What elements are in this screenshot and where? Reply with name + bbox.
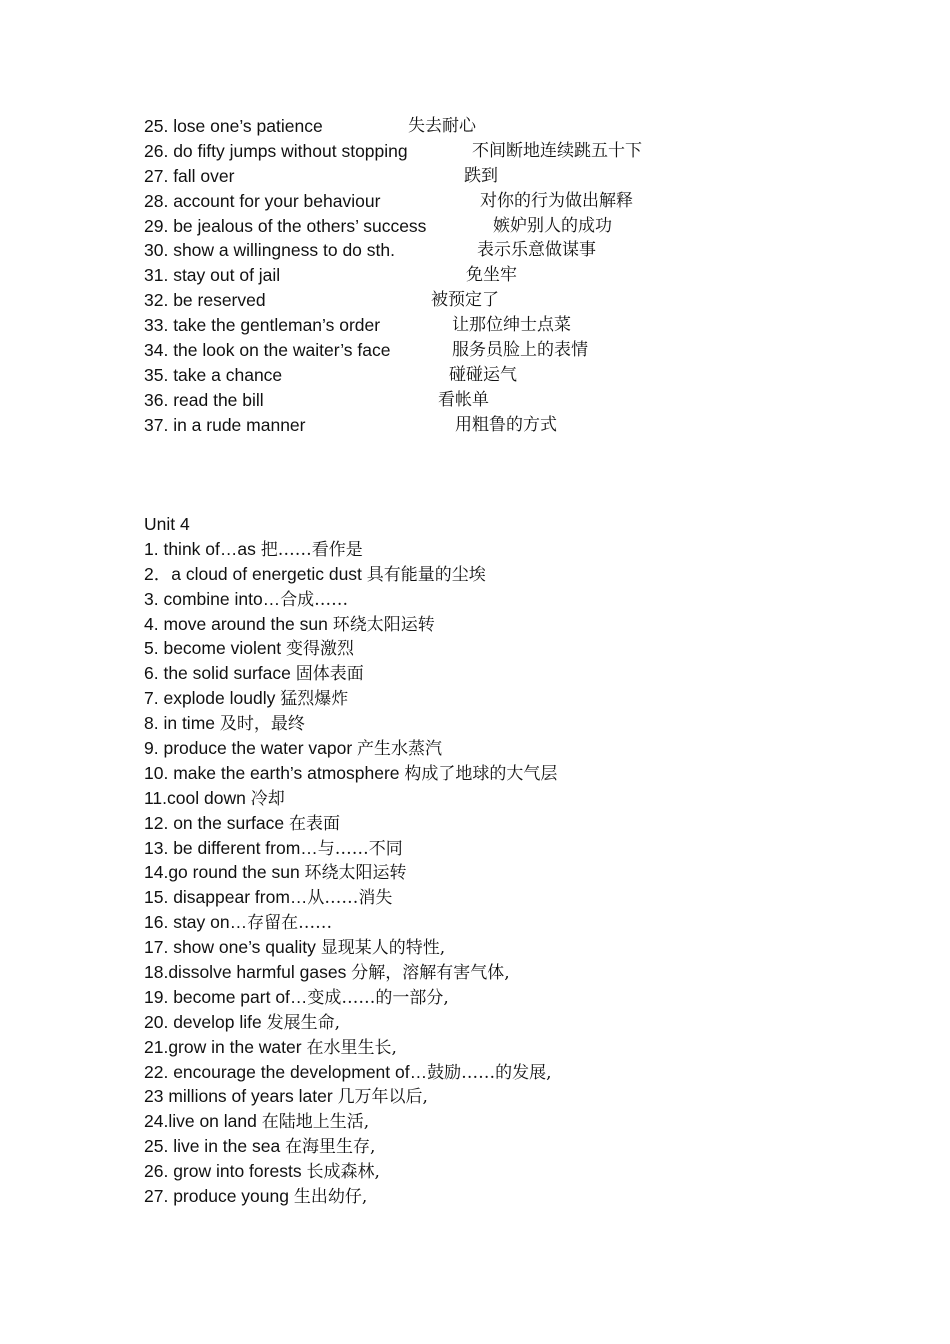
list-item	[144, 313, 571, 338]
english-phrase: 15. disappear from…	[144, 887, 308, 908]
chinese-translation: 环绕太阳运转	[304, 863, 407, 884]
list-item	[144, 686, 557, 711]
english-phrase: 1. think of…as	[144, 538, 261, 559]
english-phrase: 27. fall over	[144, 165, 235, 186]
chinese-translation: 长成森林,	[306, 1162, 380, 1183]
chinese-translation: 免坐牢	[466, 265, 517, 286]
chinese-translation: 鼓励……的发展,	[427, 1062, 552, 1083]
english-phrase: 10. make the earth’s atmosphere	[144, 762, 405, 783]
unit4-phrase-list	[144, 512, 557, 1209]
english-phrase: 30. show a willingness to do sth.	[144, 240, 395, 261]
list-item	[144, 537, 557, 562]
list-item	[144, 338, 588, 363]
english-phrase: 11.cool down	[144, 787, 251, 808]
list-item	[144, 263, 517, 288]
english-phrase: 6. the solid surface	[144, 663, 296, 684]
chinese-translation: 在表面	[288, 813, 340, 834]
list-item	[144, 860, 557, 885]
chinese-translation: 被预定了	[431, 290, 499, 311]
english-phrase: 32. be reserved	[144, 290, 266, 311]
chinese-translation: 存留在……	[247, 913, 333, 934]
english-phrase: 26. grow into forests	[144, 1161, 307, 1182]
list-item	[144, 960, 557, 985]
chinese-translation: 固体表面	[295, 664, 364, 685]
english-phrase: 5. become violent	[144, 638, 287, 659]
chinese-translation: 变成……的一部分,	[307, 987, 449, 1008]
list-item	[144, 1010, 557, 1035]
english-phrase: 35. take a chance	[144, 364, 283, 385]
english-phrase: 37. in a rude manner	[144, 414, 306, 435]
english-phrase: 33. take the gentleman’s order	[144, 315, 381, 336]
english-phrase: 16. stay on…	[144, 912, 248, 933]
english-phrase: 28. account for your behaviour	[144, 190, 381, 211]
list-item	[144, 238, 596, 263]
chinese-translation: 在海里生存,	[285, 1137, 376, 1158]
english-phrase: 25. live in the sea	[144, 1136, 286, 1157]
list-item	[144, 836, 557, 861]
chinese-translation: 生出幼仔,	[293, 1187, 368, 1208]
english-phrase: 21.grow in the water	[144, 1036, 307, 1057]
chinese-translation: 从……消失	[307, 888, 393, 909]
chinese-translation: 几万年以后,	[337, 1087, 428, 1108]
list-item	[144, 910, 557, 935]
list-item	[144, 636, 557, 661]
chinese-translation: 构成了地球的大气层	[404, 763, 558, 784]
english-phrase: 22. encourage the development of…	[144, 1061, 428, 1082]
chinese-translation: 猛烈爆炸	[280, 689, 349, 710]
chinese-translation: 显现某人的特性,	[320, 938, 446, 959]
list-item	[144, 1159, 557, 1184]
list-item	[144, 139, 642, 164]
english-phrase: 34. the look on the waiter’s face	[144, 340, 391, 361]
chinese-translation: 产生水蒸汽	[357, 739, 443, 760]
list-item	[144, 288, 499, 313]
list-item	[144, 1035, 557, 1060]
list-item	[144, 388, 489, 413]
list-item	[144, 1184, 557, 1209]
list-item	[144, 164, 498, 189]
chinese-translation: 嫉妒别人的成功	[493, 215, 612, 236]
chinese-translation: 变得激烈	[286, 639, 355, 660]
chinese-translation: 在陆地上生活,	[261, 1112, 370, 1133]
chinese-translation: 及时，最终	[219, 714, 305, 735]
list-item	[144, 985, 557, 1010]
chinese-translation: 服务员脸上的表情	[452, 340, 588, 361]
english-phrase: 7. explode loudly	[144, 688, 281, 709]
english-phrase: 29. be jealous of the others’ success	[144, 215, 427, 236]
list-item	[144, 711, 557, 736]
list-item	[144, 761, 557, 786]
list-item	[144, 935, 557, 960]
chinese-translation: 碰碰运气	[449, 364, 517, 385]
english-phrase: 19. become part of…	[144, 986, 308, 1007]
list-item	[144, 587, 557, 612]
list-item	[144, 363, 517, 388]
chinese-translation: 让那位绅士点菜	[452, 315, 571, 336]
english-phrase: 17. show one’s quality	[144, 937, 321, 958]
chinese-translation: 合成……	[280, 589, 349, 610]
english-phrase: 26. do fifty jumps without stopping	[144, 140, 408, 161]
chinese-translation: 把……看作是	[260, 539, 363, 560]
list-item	[144, 1134, 557, 1159]
list-item	[144, 214, 612, 239]
list-item	[144, 811, 557, 836]
english-phrase: 36. read the bill	[144, 389, 264, 410]
list-item	[144, 562, 557, 587]
chinese-translation: 冷却	[250, 788, 285, 809]
chinese-translation: 用粗鲁的方式	[455, 414, 557, 435]
chinese-translation: 具有能量的尘埃	[366, 564, 486, 585]
unit3-phrase-list	[144, 114, 642, 438]
chinese-translation: 在水里生长,	[306, 1037, 397, 1058]
list-item	[144, 413, 557, 438]
english-phrase: 13. be different from…	[144, 837, 318, 858]
english-phrase: 23 millions of years later	[144, 1086, 338, 1107]
english-phrase: 3. combine into…	[144, 588, 281, 609]
list-item	[144, 189, 633, 214]
chinese-translation: 环绕太阳运转	[332, 614, 435, 635]
chinese-translation: 发展生命,	[266, 1012, 340, 1033]
english-phrase: 20. develop life	[144, 1011, 267, 1032]
list-item	[144, 114, 476, 139]
chinese-translation: 失去耐心	[408, 116, 476, 136]
list-item	[144, 1084, 557, 1109]
english-phrase: 24.live on land	[144, 1111, 262, 1132]
chinese-translation: 跌到	[464, 165, 498, 186]
english-phrase: 14.go round the sun	[144, 862, 305, 883]
english-phrase: 12. on the surface	[144, 812, 289, 833]
chinese-translation: 表示乐意做谋事	[477, 240, 596, 261]
list-item	[144, 661, 557, 686]
list-item	[144, 1109, 557, 1134]
english-phrase: 8. in time	[144, 713, 220, 734]
english-phrase: 27. produce young	[144, 1186, 294, 1207]
english-phrase: 9. produce the water vapor	[144, 738, 358, 759]
list-item	[144, 736, 557, 761]
chinese-translation: 对你的行为做出解释	[480, 190, 633, 211]
list-item	[144, 1060, 557, 1085]
english-phrase: 2．a cloud of energetic dust	[144, 563, 367, 584]
list-item	[144, 612, 557, 637]
list-item	[144, 885, 557, 910]
unit-title: Unit 4	[144, 514, 190, 534]
chinese-translation: 与……不同	[317, 838, 403, 859]
chinese-translation: 看帐单	[438, 389, 489, 410]
english-phrase: 18.dissolve harmful gases	[144, 962, 352, 983]
english-phrase: 31. stay out of jail	[144, 265, 281, 286]
english-phrase: 25. lose one’s patience	[144, 116, 323, 136]
chinese-translation: 分解，溶解有害气体,	[351, 963, 510, 984]
chinese-translation: 不间断地连续跳五十下	[472, 140, 642, 161]
list-item	[144, 786, 557, 811]
english-phrase: 4. move around the sun	[144, 613, 333, 634]
